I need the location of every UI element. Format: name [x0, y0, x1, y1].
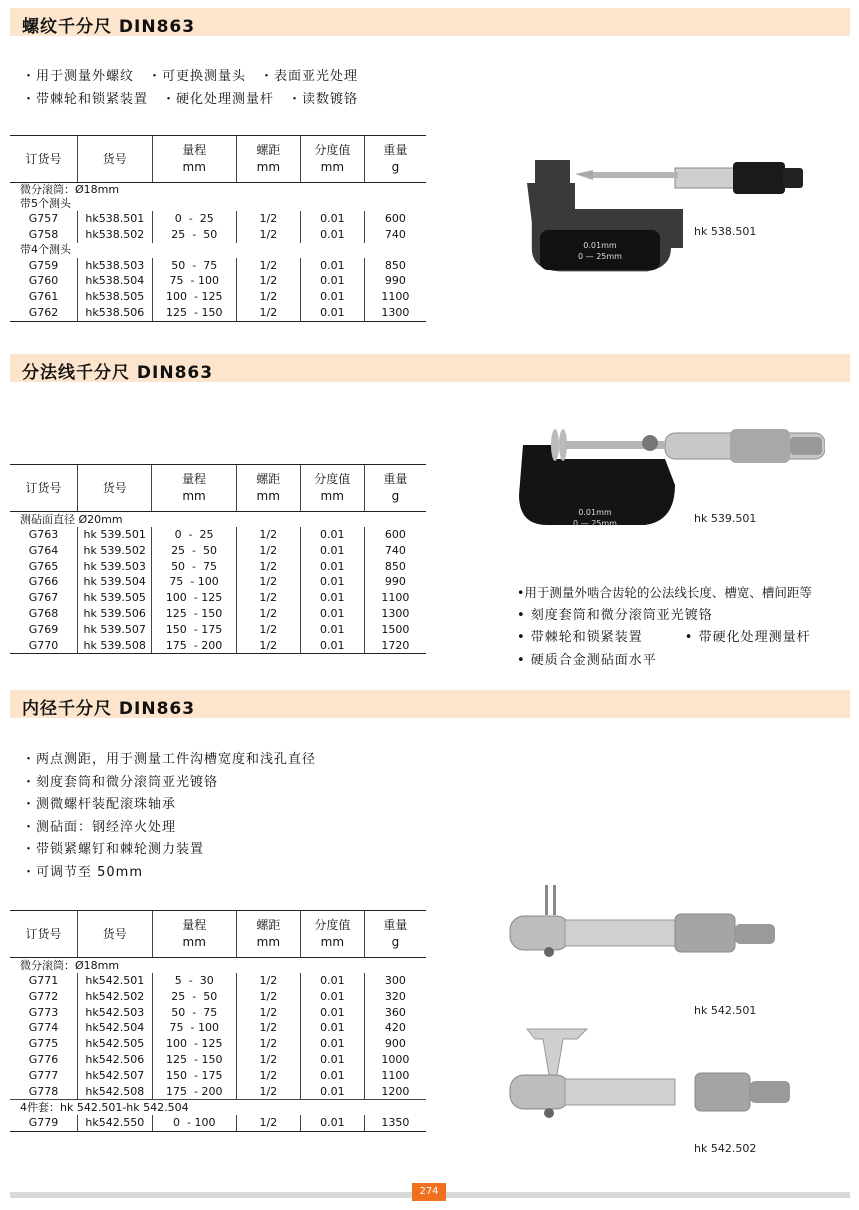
- table-cell: 75 - 100: [152, 574, 236, 590]
- table-cell: 0.01: [300, 606, 364, 622]
- feature-item: ・测微螺杆装配滚珠轴承: [22, 797, 177, 812]
- table-cell: 1/2: [236, 1084, 300, 1100]
- table-group-label: 微分滚筒：Ø18mm 带5个测头: [20, 183, 120, 210]
- table-cell: G773: [28, 1005, 59, 1019]
- table-header-cell: 重量 g: [364, 465, 426, 512]
- table-cell: 1/2: [236, 989, 300, 1005]
- table-cell: hk542.507: [78, 1068, 153, 1084]
- table-cell: 850: [364, 559, 426, 575]
- spec-table: [10, 910, 426, 1132]
- table-cell: hk 539.501: [78, 527, 152, 543]
- table-header-cell: 订货号: [10, 465, 78, 512]
- dial-text: 0.01mm: [583, 241, 617, 250]
- image-caption: hk 539.501: [694, 512, 757, 525]
- table-row: [10, 211, 426, 227]
- table-cell: 25 - 50: [152, 543, 236, 559]
- feature-item: • 带棘轮和锁紧装置 • 带硬化处理测量杆: [517, 630, 811, 645]
- table-row: [10, 305, 426, 321]
- table-cell: 1/2: [236, 622, 300, 638]
- table-cell: 0.01: [300, 289, 364, 305]
- table-cell: G774: [28, 1021, 59, 1035]
- table-row: [10, 574, 426, 590]
- table-header-cell: 分度值 mm: [300, 136, 364, 183]
- table-row: [10, 273, 426, 289]
- table-header-cell: 分度值 mm: [300, 465, 364, 512]
- table-row: [10, 1036, 426, 1052]
- table-cell: hk538.503: [78, 258, 153, 274]
- table-cell: hk 539.502: [78, 543, 152, 559]
- table-cell: G769: [28, 622, 59, 636]
- section-title: 螺纹千分尺 DIN863: [22, 17, 196, 37]
- table-row: [10, 590, 426, 606]
- section-title: 分法线千分尺 DIN863: [22, 363, 214, 383]
- table-cell: G758: [28, 227, 59, 241]
- table-cell: 0.01: [300, 590, 364, 606]
- table-cell: 1/2: [236, 1005, 300, 1021]
- spec-table: [10, 135, 426, 322]
- table-cell: hk538.506: [78, 305, 153, 321]
- table-header-cell: 螺距 mm: [236, 465, 300, 512]
- table-cell: 125 - 150: [152, 1052, 236, 1068]
- table-cell: hk542.550: [78, 1115, 153, 1131]
- table-header-cell: 螺距 mm: [236, 911, 300, 958]
- table-cell: 1100: [364, 289, 426, 305]
- table-cell: G759: [28, 258, 59, 272]
- table-cell: hk 539.504: [78, 574, 152, 590]
- section-header-band: [10, 354, 850, 382]
- table-cell: 0.01: [300, 1052, 364, 1068]
- table-cell: 990: [364, 273, 426, 289]
- table-cell: 175 - 200: [152, 1084, 236, 1100]
- table-row: [10, 1115, 426, 1131]
- table-cell: 1/2: [236, 574, 300, 590]
- table-cell: hk542.505: [78, 1036, 153, 1052]
- table-cell: 0.01: [300, 527, 364, 543]
- table-cell: 0 - 25: [152, 527, 236, 543]
- table-cell: 1720: [364, 638, 426, 654]
- image-caption: hk 538.501: [694, 225, 757, 238]
- table-cell: 320: [364, 989, 426, 1005]
- table-cell: 740: [364, 543, 426, 559]
- table-cell: 1350: [364, 1115, 426, 1131]
- feature-item: ・测砧面：钢经淬火处理: [22, 819, 177, 835]
- image-caption: hk 542.501: [694, 1004, 757, 1017]
- feature-item: ・刻度套筒和微分滚筒亚光镀铬: [22, 774, 219, 790]
- table-cell: 0.01: [300, 1005, 364, 1021]
- table-cell: 0.01: [300, 211, 364, 227]
- table-cell: hk538.501: [78, 211, 153, 227]
- table-cell: 1300: [364, 305, 426, 321]
- table-group-label: 测砧面直径 Ø20mm: [20, 512, 123, 526]
- table-cell: 1/2: [236, 1115, 300, 1131]
- table-cell: hk542.502: [78, 989, 153, 1005]
- table-cell: hk 539.506: [78, 606, 152, 622]
- table-cell: 740: [364, 227, 426, 243]
- table-cell: 850: [364, 258, 426, 274]
- table-cell: 0.01: [300, 622, 364, 638]
- section-title: 内径千分尺 DIN863: [22, 699, 196, 719]
- image-caption: hk 542.502: [694, 1142, 757, 1155]
- table-cell: 1/2: [236, 638, 300, 654]
- table-cell: 100 - 125: [152, 1036, 236, 1052]
- table-cell: 300: [364, 973, 426, 989]
- feature-item: ・用于测量外螺纹 ・可更换测量头 ・表面亚光处理: [22, 69, 359, 84]
- table-cell: G768: [28, 606, 59, 620]
- table-cell: G771: [28, 974, 59, 987]
- table-row: [10, 227, 426, 243]
- table-cell: 0.01: [300, 1036, 364, 1052]
- table-cell: 0.01: [300, 638, 364, 654]
- inside-micrometer-image-2: [505, 1025, 805, 1140]
- table-row: [10, 1084, 426, 1100]
- table-cell: 1/2: [236, 543, 300, 559]
- table-cell: 600: [364, 211, 426, 227]
- table-row: [10, 1068, 426, 1084]
- feature-list: [22, 66, 358, 111]
- table-cell: 1/2: [236, 527, 300, 543]
- table-cell: hk542.501: [78, 973, 153, 989]
- table-cell: 1/2: [236, 973, 300, 989]
- table-header-cell: 货号: [78, 911, 153, 958]
- feature-item: ・带锁紧螺钉和棘轮测力装置: [22, 842, 205, 857]
- table-header-cell: 货号: [78, 465, 152, 512]
- feature-list: [22, 749, 316, 884]
- table-cell: 25 - 50: [152, 227, 236, 243]
- table-cell: 1/2: [236, 227, 300, 243]
- table-cell: G762: [10, 305, 78, 321]
- section-header-band: [10, 8, 850, 36]
- table-cell: 1/2: [236, 1036, 300, 1052]
- table-cell: G764: [28, 543, 59, 557]
- table-header-cell: 订货号: [10, 911, 78, 958]
- table-header-cell: 分度值 mm: [300, 911, 364, 958]
- table-cell: G770: [10, 638, 78, 654]
- table-group-label: 带4个测头: [20, 243, 71, 257]
- table-row: [10, 289, 426, 305]
- table-cell: 600: [364, 527, 426, 543]
- table-row: [10, 559, 426, 575]
- table-cell: 900: [364, 1036, 426, 1052]
- table-cell: 0.01: [300, 305, 364, 321]
- table-row: [10, 527, 426, 543]
- table-row: [10, 1052, 426, 1068]
- table-cell: 0.01: [300, 258, 364, 274]
- table-cell: 1/2: [236, 606, 300, 622]
- table-cell: G760: [28, 274, 59, 288]
- dial-text: 0.01mm: [578, 508, 612, 517]
- table-header-cell: 货号: [78, 136, 153, 183]
- feature-list: [517, 582, 812, 672]
- table-header-cell: 量程 mm: [152, 465, 236, 512]
- table-header-cell: 量程 mm: [152, 136, 236, 183]
- table-cell: hk 539.503: [78, 559, 152, 575]
- table-cell: G761: [28, 290, 59, 304]
- table-cell: 0.01: [300, 273, 364, 289]
- dial-text: 0 — 25mm: [578, 252, 622, 261]
- table-cell: 0.01: [300, 574, 364, 590]
- table-cell: 1/2: [236, 1020, 300, 1036]
- table-row: [10, 622, 426, 638]
- table-cell: hk 539.508: [78, 638, 152, 654]
- table-cell: 125 - 150: [152, 606, 236, 622]
- table-cell: 50 - 75: [152, 1005, 236, 1021]
- table-cell: hk 539.505: [78, 590, 152, 606]
- table-cell: 0.01: [300, 973, 364, 989]
- table-cell: 0 - 100: [152, 1115, 236, 1131]
- table-cell: 150 - 175: [152, 622, 236, 638]
- table-cell: 0.01: [300, 1068, 364, 1084]
- table-row: [10, 606, 426, 622]
- feature-item: • 硬质合金测砧面水平: [517, 652, 657, 668]
- table-cell: 1/2: [236, 559, 300, 575]
- feature-item: ・两点测距，用于测量工件沟槽宽度和浅孔直径: [22, 752, 317, 767]
- table-cell: G765: [28, 559, 59, 573]
- table-cell: 1000: [364, 1052, 426, 1068]
- table-cell: 990: [364, 574, 426, 590]
- table-cell: G767: [28, 591, 59, 605]
- table-cell: 5 - 30: [152, 973, 236, 989]
- table-cell: 0.01: [300, 989, 364, 1005]
- feature-item: • 刻度套筒和微分滚筒亚光镀铬: [517, 607, 713, 623]
- table-cell: 150 - 175: [152, 1068, 236, 1084]
- table-row: [10, 1005, 426, 1021]
- section-header-band: [10, 690, 850, 718]
- table-cell: G772: [28, 989, 59, 1003]
- table-cell: G775: [28, 1037, 59, 1051]
- table-cell: 1/2: [236, 289, 300, 305]
- table-cell: 1/2: [236, 1068, 300, 1084]
- table-cell: hk542.503: [78, 1005, 153, 1021]
- spec-table: [10, 464, 426, 654]
- table-cell: 75 - 100: [152, 273, 236, 289]
- table-cell: hk 539.507: [78, 622, 152, 638]
- table-row: [10, 258, 426, 274]
- table-group-label: 微分滚筒：Ø18mm: [20, 958, 120, 972]
- dial-text: 0 — 25mm: [573, 519, 617, 528]
- table-cell: 0.01: [300, 1020, 364, 1036]
- table-header-cell: 重量 g: [364, 136, 426, 183]
- table-cell: G779: [10, 1115, 78, 1131]
- table-cell: 175 - 200: [152, 638, 236, 654]
- table-cell: 50 - 75: [152, 258, 236, 274]
- table-cell: 360: [364, 1005, 426, 1021]
- table-cell: 1/2: [236, 590, 300, 606]
- thread-micrometer-image: [515, 150, 815, 285]
- table-row: [10, 638, 426, 654]
- table-cell: 1100: [364, 590, 426, 606]
- table-cell: hk542.506: [78, 1052, 153, 1068]
- table-cell: 0.01: [300, 227, 364, 243]
- table-cell: G777: [28, 1068, 59, 1082]
- table-cell: 420: [364, 1020, 426, 1036]
- table-cell: 1/2: [236, 273, 300, 289]
- table-cell: 0.01: [300, 1084, 364, 1100]
- table-cell: hk538.505: [78, 289, 153, 305]
- page-number: 274: [412, 1183, 446, 1201]
- table-cell: G766: [28, 575, 59, 589]
- table-cell: 100 - 125: [152, 590, 236, 606]
- table-cell: 100 - 125: [152, 289, 236, 305]
- feature-item: ・带棘轮和锁紧装置 ・硬化处理测量杆 ・读数镀铬: [22, 91, 359, 107]
- table-cell: G776: [28, 1052, 59, 1066]
- table-cell: 1/2: [236, 211, 300, 227]
- table-cell: 0.01: [300, 559, 364, 575]
- table-cell: G763: [28, 528, 59, 541]
- table-row: [10, 973, 426, 989]
- table-cell: G757: [28, 212, 59, 225]
- gear-micrometer-image: [515, 425, 825, 550]
- table-header-cell: 量程 mm: [152, 911, 236, 958]
- table-cell: 0.01: [300, 1115, 364, 1131]
- table-cell: 1/2: [236, 258, 300, 274]
- table-cell: 1/2: [236, 1052, 300, 1068]
- table-header-cell: 重量 g: [364, 911, 426, 958]
- table-group-label: 4件套：hk 542.501-hk 542.504: [10, 1100, 426, 1116]
- table-row: [10, 989, 426, 1005]
- table-cell: 1300: [364, 606, 426, 622]
- table-row: [10, 543, 426, 559]
- table-cell: 1500: [364, 622, 426, 638]
- table-cell: 0 - 25: [152, 211, 236, 227]
- inside-micrometer-image-1: [505, 880, 805, 970]
- table-cell: 1/2: [236, 305, 300, 321]
- table-cell: 1100: [364, 1068, 426, 1084]
- table-cell: 0.01: [300, 543, 364, 559]
- table-header-cell: 螺距 mm: [236, 136, 300, 183]
- table-cell: hk542.504: [78, 1020, 153, 1036]
- table-cell: hk538.504: [78, 273, 153, 289]
- table-cell: 50 - 75: [152, 559, 236, 575]
- table-cell: hk538.502: [78, 227, 153, 243]
- table-cell: 75 - 100: [152, 1020, 236, 1036]
- table-cell: G778: [28, 1084, 59, 1098]
- table-row: [10, 1020, 426, 1036]
- table-cell: 1200: [364, 1084, 426, 1100]
- table-header-cell: 订货号: [10, 136, 78, 183]
- table-cell: 25 - 50: [152, 989, 236, 1005]
- table-cell: hk542.508: [78, 1084, 153, 1100]
- table-cell: 125 - 150: [152, 305, 236, 321]
- feature-item: ・可调节至 50mm: [22, 864, 144, 880]
- feature-item: •用于测量外啮合齿轮的公法线长度、槽宽、槽间距等: [517, 585, 812, 600]
